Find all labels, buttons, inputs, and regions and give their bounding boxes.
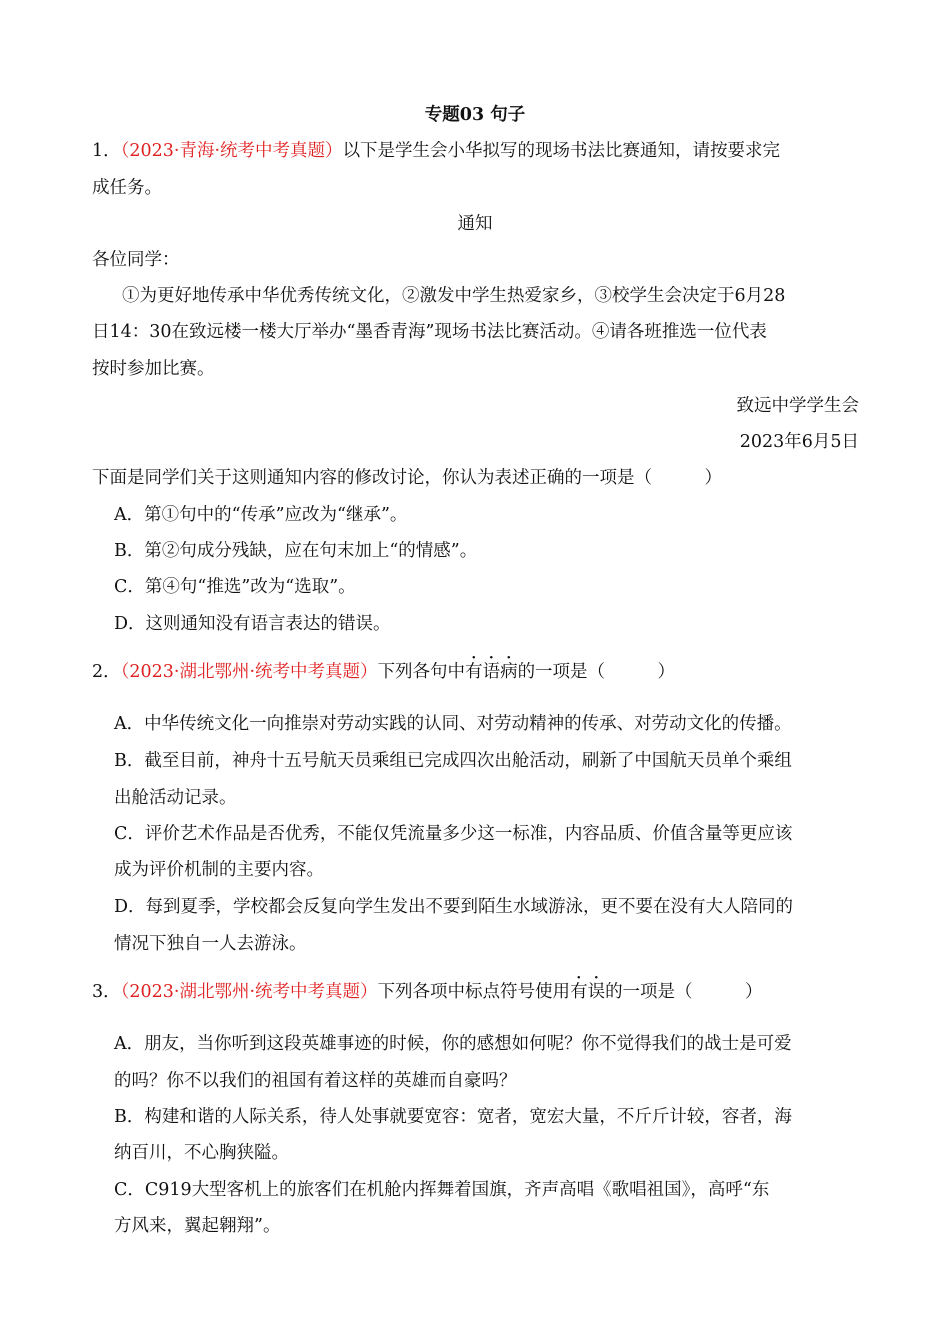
- notice-date: 2023年6月5日: [739, 432, 859, 452]
- q1-option-c: C．第④句“推选”改为“选取”。: [114, 577, 356, 597]
- emphasis-char: 误: [587, 982, 606, 1002]
- q3-option-a-cont: 的吗？你不以我们的祖国有着这样的英雄而自豪吗？: [114, 1071, 517, 1091]
- q1-stem-text: 以下是学生会小华拟写的现场书法比赛通知，请按要求完: [342, 141, 781, 161]
- emphasis-char: 病: [500, 662, 518, 682]
- q2-option-d: D．每到夏季，学校都会反复向学生发出不要到陌生水域游泳，更不要在没有大人陪同的: [114, 897, 794, 917]
- q2-number: 2．: [92, 662, 121, 682]
- q1-option-d: D．这则通知没有语言表达的错误。: [114, 614, 391, 634]
- q1-source: （2023·青海·统考中考真题）: [120, 141, 343, 161]
- q3-option-b: B．构建和谐的人际关系，待人处事就要宽容：宽者，宽宏大量，不斤斤计较，容者，海: [114, 1107, 792, 1127]
- page-title: 专题03 句子: [424, 105, 526, 125]
- q2-source: （2023·湖北鄂州·统考中考真题）: [120, 662, 378, 682]
- q2-option-d-cont: 情况下独自一人去游泳。: [114, 934, 307, 954]
- q2-stem-tail: 的一项是（ ）: [517, 662, 676, 682]
- q3-option-c-cont: 方风来，翼起翱翔”。: [114, 1216, 281, 1236]
- q3-option-b-cont: 纳百川，不心胸狭隘。: [114, 1143, 289, 1163]
- q2-option-b-cont: 出舱活动记录。: [114, 788, 237, 808]
- notice-body-line1: ①为更好地传承中华优秀传统文化，②激发中学生热爱家乡，③校学生会决定于6月28: [122, 286, 786, 306]
- q1-question: 下面是同学们关于这则通知内容的修改讨论，你认为表述正确的一项是（ ）: [92, 468, 722, 488]
- q2-stem-text: 下列各句中: [377, 662, 466, 682]
- q1-option-a: A．第①句中的“传承”应改为“继承”。: [114, 505, 408, 525]
- q3-stem-text: 下列各项中标点符号使用: [377, 982, 571, 1002]
- notice-signer: 致远中学学生会: [736, 396, 859, 416]
- q3-stem: [92, 980, 867, 1004]
- q1-option-b: B．第②句成分残缺，应在句末加上“的情感”。: [114, 541, 478, 561]
- q3-source: （2023·湖北鄂州·统考中考真题）: [120, 982, 378, 1002]
- notice-body-line2: 日14：30在致远楼一楼大厅举办“墨香青海”现场书法比赛活动。④请各班推选一位代表: [92, 322, 767, 342]
- q1-stem: [92, 139, 867, 163]
- notice-salutation: 各位同学：: [92, 250, 180, 270]
- emphasis-char: 有: [465, 662, 483, 682]
- q1-number: 1．: [92, 141, 121, 161]
- q1-stem-line2: 成任务。: [92, 178, 162, 198]
- q3-stem-tail: 的一项是（ ）: [605, 982, 763, 1002]
- notice-heading: 通知: [457, 214, 493, 234]
- q3-option-c: C．C919大型客机上的旅客们在机舱内挥舞着国旗，齐声高唱《歌唱祖国》，高呼“东: [114, 1180, 770, 1200]
- q2-option-c: C．评价艺术作品是否优秀，不能仅凭流量多少这一标准，内容品质、价值含量等更应该: [114, 824, 793, 844]
- emphasis-char: 有: [570, 982, 588, 1002]
- emphasis-char: 语: [482, 662, 501, 682]
- q2-option-a: A．中华传统文化一向推崇对劳动实践的认同、对劳动精神的传承、对劳动文化的传播。: [114, 714, 792, 734]
- q2-option-c-cont: 成为评价机制的主要内容。: [114, 860, 324, 880]
- q3-option-a: A．朋友，当你听到这段英雄事迹的时候，你的感想如何呢？你不觉得我们的战士是可爱: [114, 1034, 792, 1054]
- q2-stem: [92, 660, 867, 684]
- q3-number: 3．: [92, 982, 121, 1002]
- notice-body-line3: 按时参加比赛。: [92, 359, 215, 379]
- q2-option-b: B．截至目前，神舟十五号航天员乘组已完成四次出舱活动，刷新了中国航天员单个乘组: [114, 751, 792, 771]
